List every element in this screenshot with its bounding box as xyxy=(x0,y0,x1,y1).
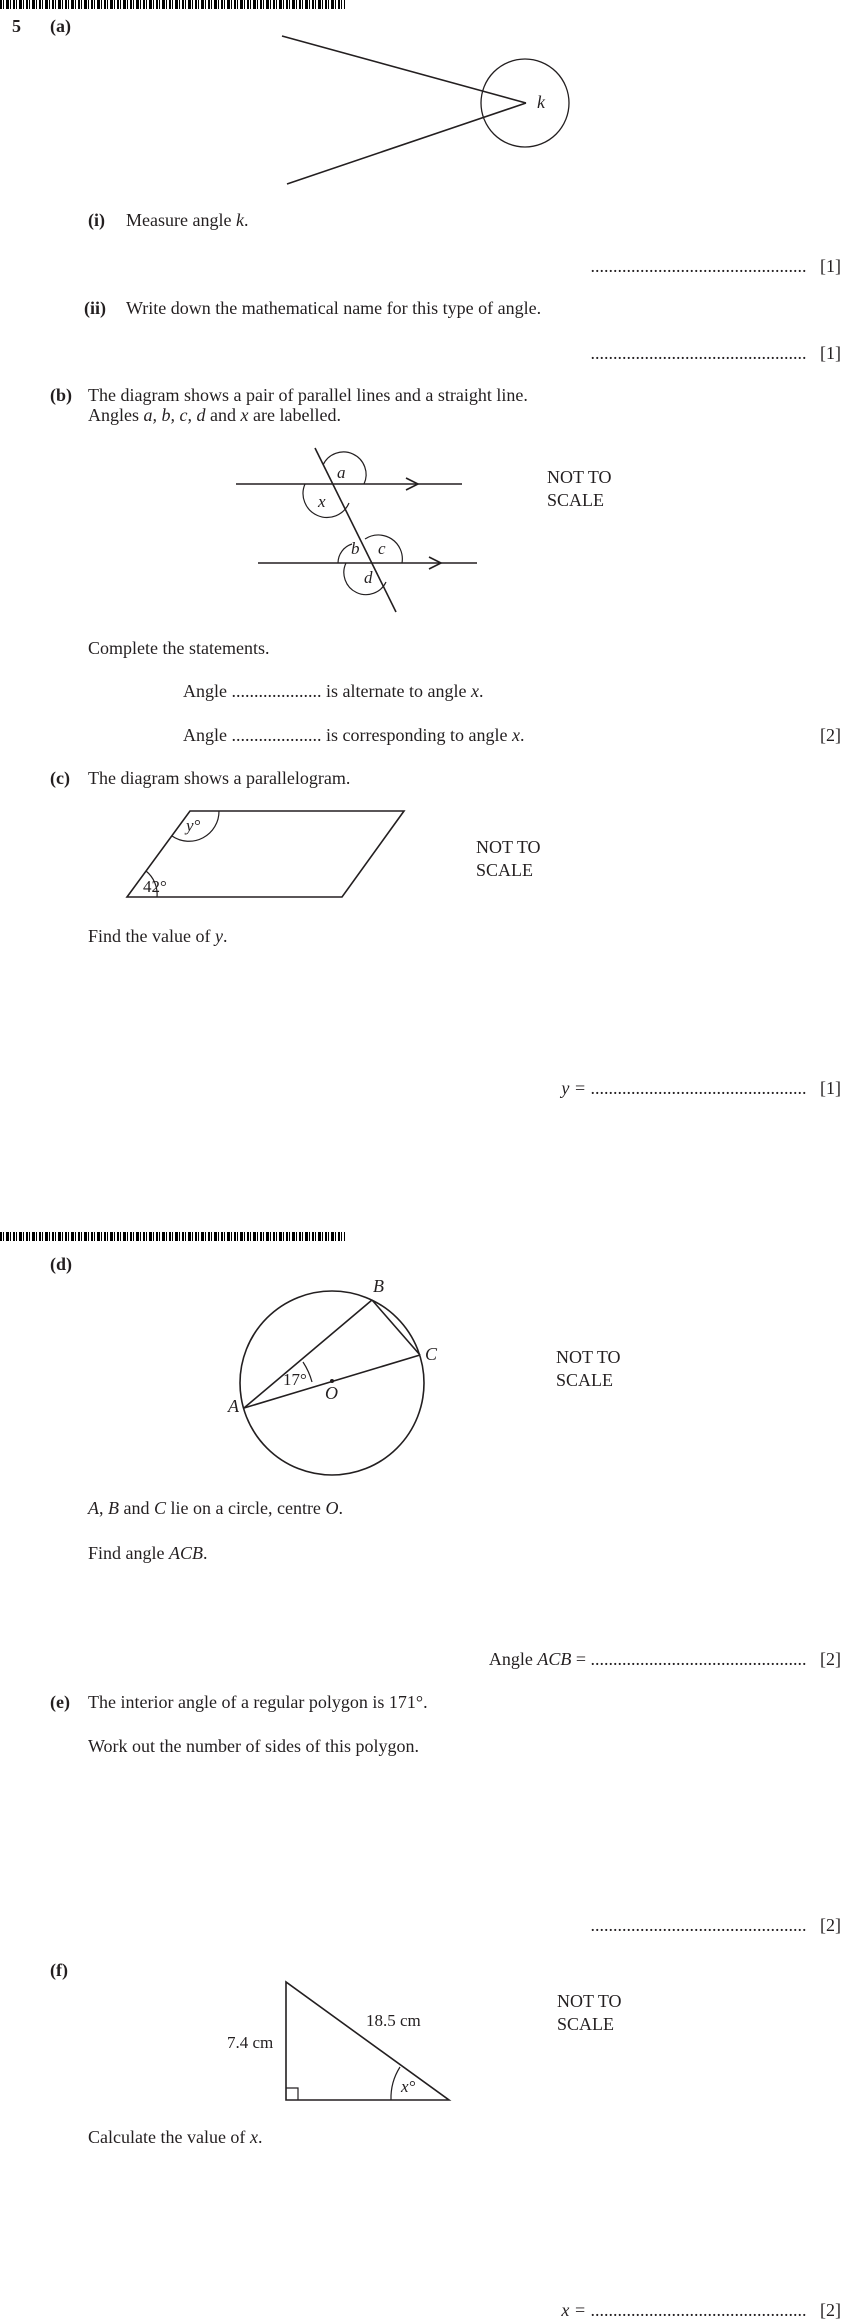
not-to-scale-c: NOT TO SCALE xyxy=(476,837,541,880)
part-b-line2: Angles a, b, c, d and x are labelled. xyxy=(88,405,341,425)
angle-x-f-label: x° xyxy=(401,2077,416,2096)
reflex-angle-diagram xyxy=(0,0,853,200)
part-d-label: (d) xyxy=(50,1254,72,1274)
not-to-scale-f: NOT TO SCALE xyxy=(557,1991,622,2034)
question-number: 5 xyxy=(12,16,21,36)
part-e-work: Work out the number of sides of this polygon. xyxy=(88,1736,420,1756)
part-f-label: (f) xyxy=(50,1960,68,1980)
part-a-i-label: (i) xyxy=(88,210,105,230)
corresponding-answer-dots[interactable]: .................... xyxy=(231,725,322,745)
circle-diagram xyxy=(0,1260,853,1480)
right-triangle-diagram xyxy=(0,1970,853,2110)
part-f-calc: Calculate the value of x. xyxy=(88,2127,263,2147)
part-b-complete: Complete the statements. xyxy=(88,638,270,658)
side-18-5-label: 18.5 cm xyxy=(366,2011,421,2030)
alternate-answer-dots[interactable]: .................... xyxy=(231,681,322,701)
part-c-find: Find the value of y. xyxy=(88,926,228,946)
part-b-line1: The diagram shows a pair of parallel lines and a straight line. xyxy=(88,385,528,405)
point-o-label: O xyxy=(325,1383,338,1403)
part-a-label: (a) xyxy=(50,16,71,36)
statement-corresponding: Angle .................... is corresponding to angle x. xyxy=(183,725,525,745)
answer-line-a-i[interactable]: ................................................ [1] xyxy=(590,256,841,276)
part-e-label: (e) xyxy=(50,1692,70,1712)
angle-b-label: b xyxy=(351,539,360,558)
angle-d-label: d xyxy=(364,568,373,587)
answer-line-a-ii[interactable]: ................................................ [1] xyxy=(590,343,841,363)
not-to-scale-b: NOT TO SCALE xyxy=(547,467,612,510)
part-a-ii-label: (ii) xyxy=(84,298,106,318)
angle-17-label: 17° xyxy=(283,1370,307,1389)
angle-y-label: y° xyxy=(186,816,201,835)
parallelogram-diagram xyxy=(0,800,853,920)
answer-line-e[interactable]: ................................................ [2] xyxy=(590,1915,841,1935)
mark-b: [2] xyxy=(820,725,841,745)
part-b-label: (b) xyxy=(50,385,72,405)
part-d-statement: A, B and C lie on a circle, centre O. xyxy=(88,1498,343,1518)
point-b-label: B xyxy=(373,1276,384,1296)
barcode-mid xyxy=(0,1232,345,1241)
part-a-i-text: Measure angle k. xyxy=(126,210,249,230)
answer-line-d[interactable]: Angle ACB = ................................................ [2] xyxy=(488,1649,841,1669)
part-e-text: The interior angle of a regular polygon is 171°. xyxy=(88,1692,428,1712)
angle-c-label: c xyxy=(378,539,386,558)
statement-alternate: Angle .................... is alternate to angle x. xyxy=(183,681,484,701)
part-d-find: Find angle ACB. xyxy=(88,1543,208,1563)
part-c-text: The diagram shows a parallelogram. xyxy=(88,768,351,788)
not-to-scale-d: NOT TO SCALE xyxy=(556,1347,621,1390)
point-a-label: A xyxy=(228,1396,239,1416)
side-7-4-label: 7.4 cm xyxy=(227,2033,274,2052)
part-c-label: (c) xyxy=(50,768,70,788)
part-a-ii-text: Write down the mathematical name for this type of angle. xyxy=(126,298,542,318)
parallel-lines-diagram xyxy=(0,430,853,630)
angle-a-label: a xyxy=(337,463,346,482)
angle-42-label: 42° xyxy=(143,877,167,896)
answer-line-c[interactable]: y = ................................................ [1] xyxy=(561,1078,841,1098)
answer-line-f[interactable]: x = ................................................ [2] xyxy=(561,2300,841,2320)
point-c-label: C xyxy=(425,1344,438,1364)
angle-x-label: x xyxy=(318,492,326,511)
angle-k-label: k xyxy=(537,92,545,112)
